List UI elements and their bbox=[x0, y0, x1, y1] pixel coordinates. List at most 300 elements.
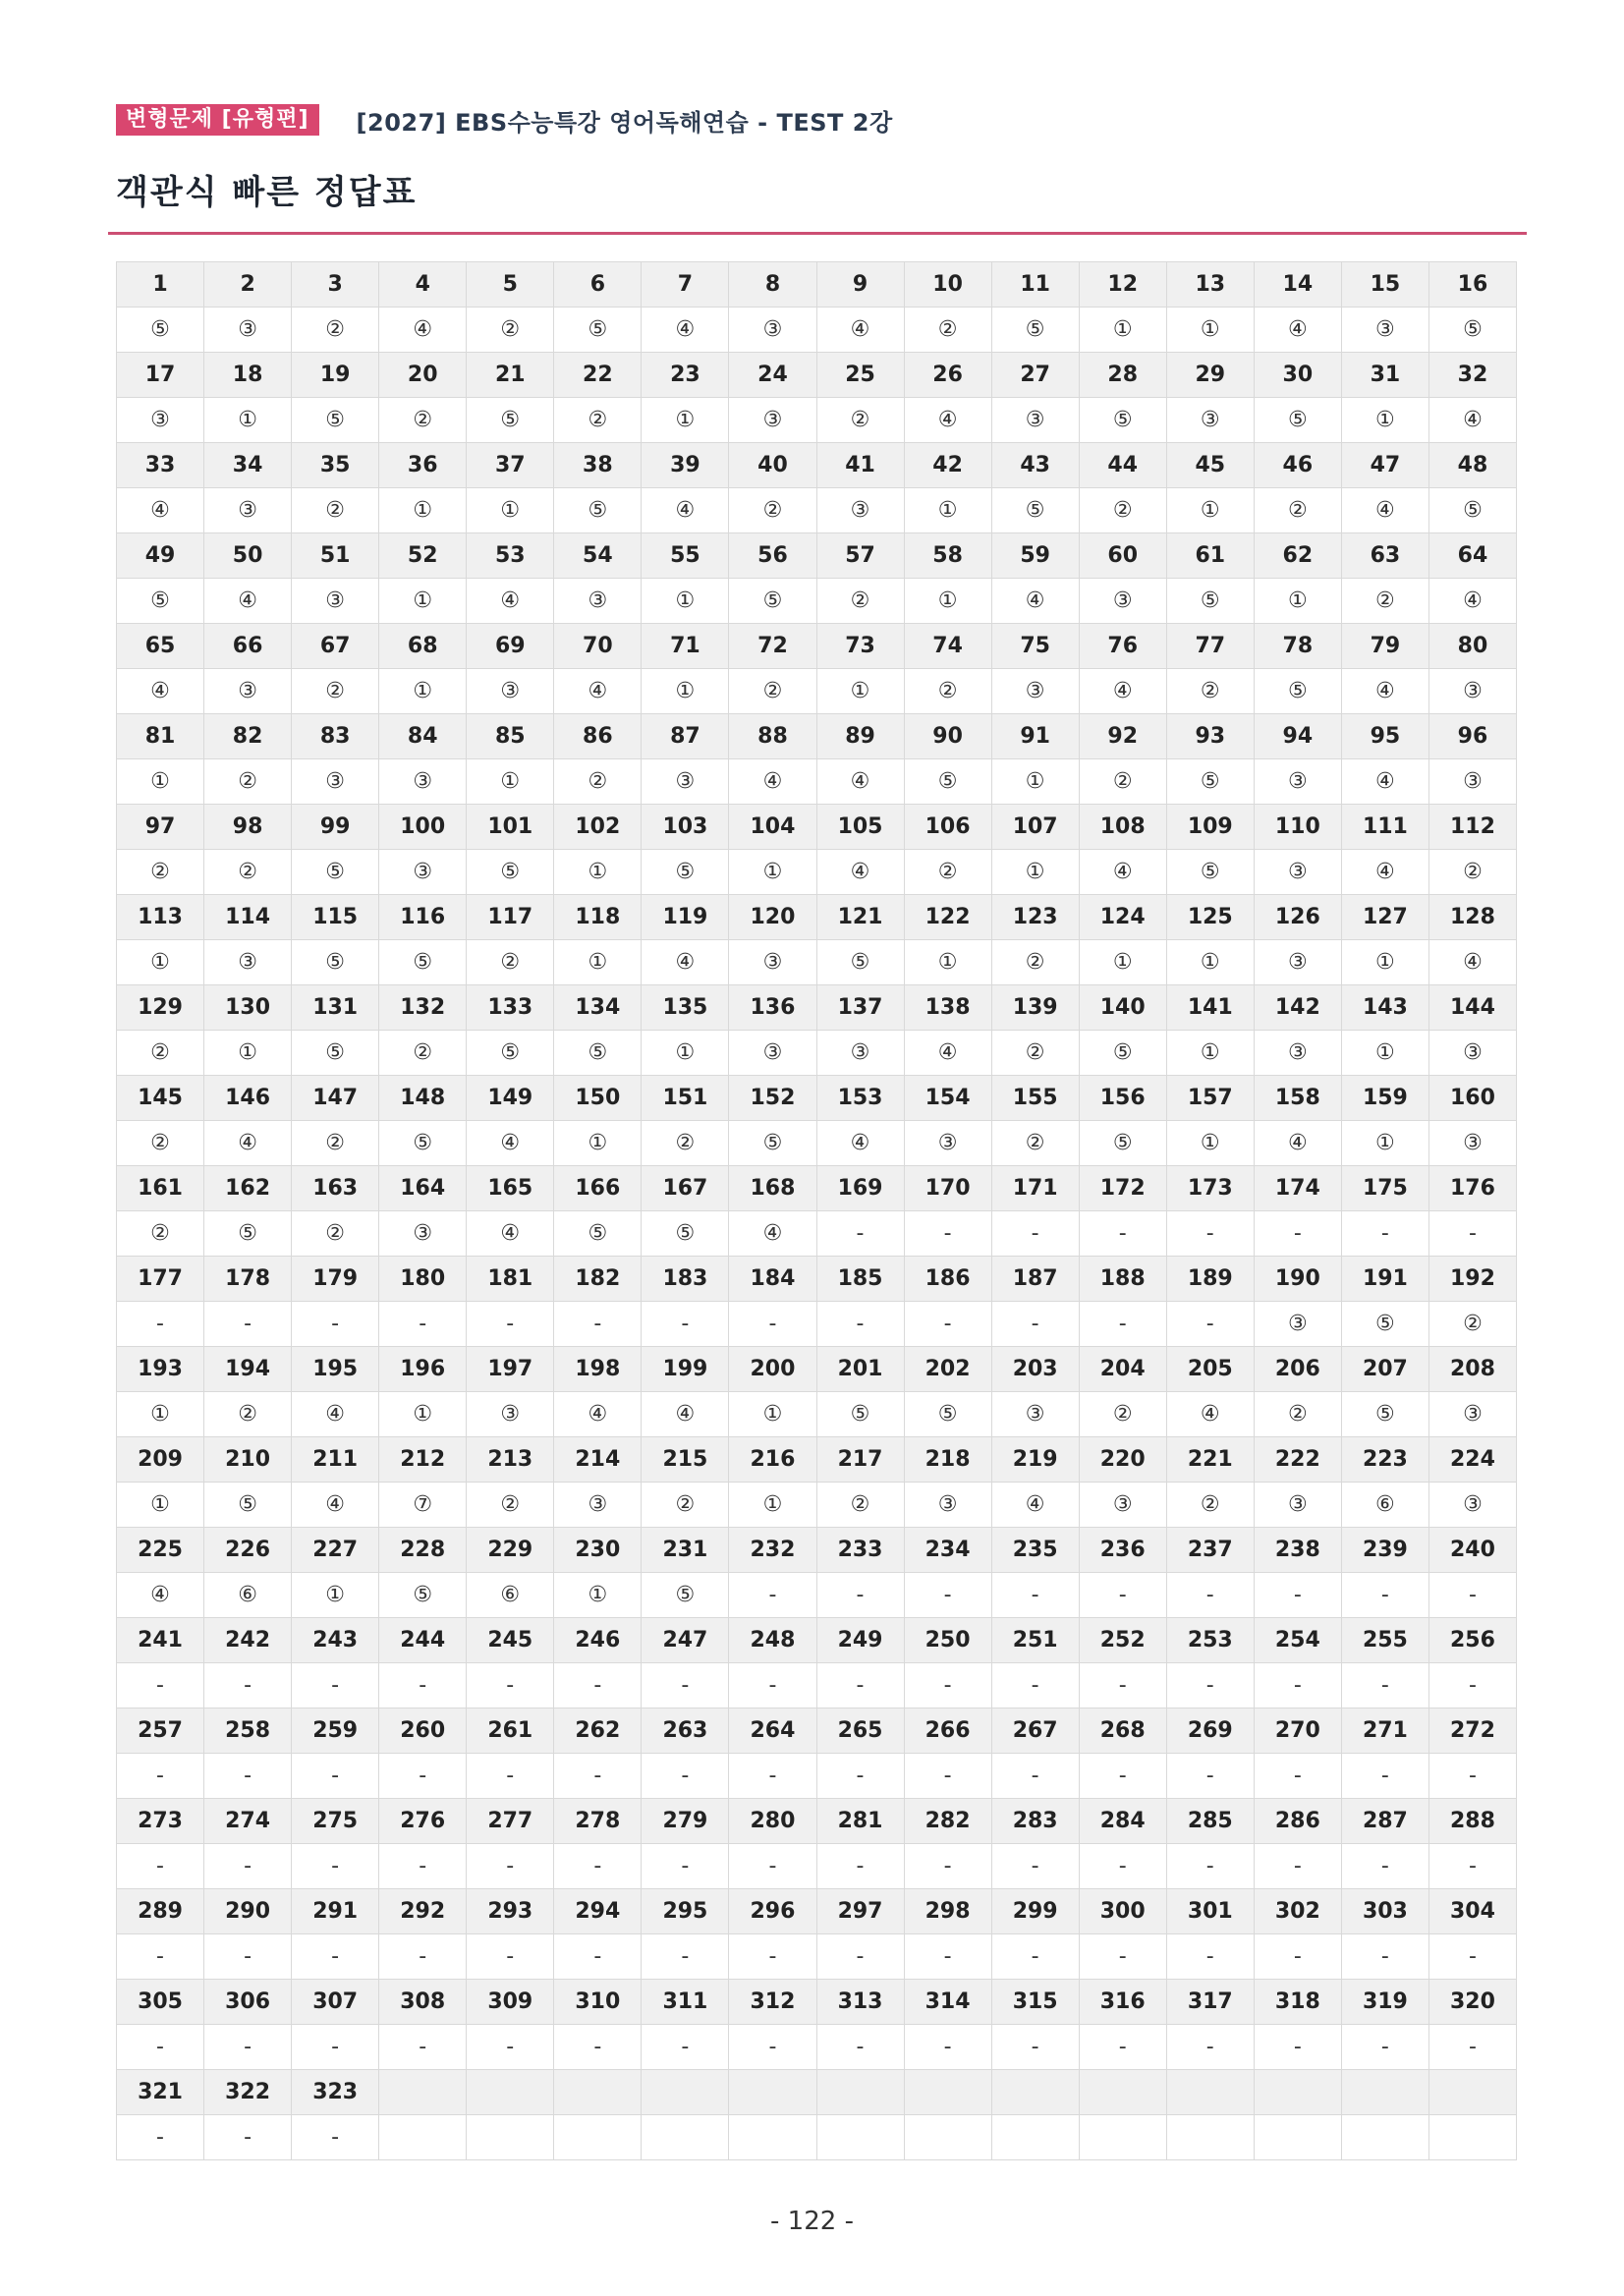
question-number-cell: 323 bbox=[292, 2070, 379, 2115]
question-number-cell: 291 bbox=[292, 1889, 379, 1934]
answer-cell: - bbox=[554, 1302, 642, 1347]
question-number-row bbox=[117, 1980, 1517, 2025]
answer-cell: - bbox=[554, 2025, 642, 2070]
answer-cell: - bbox=[379, 1663, 467, 1708]
answer-cell: ③ bbox=[729, 940, 816, 985]
question-number-cell: 203 bbox=[991, 1347, 1079, 1392]
question-number-cell: 137 bbox=[816, 985, 904, 1031]
answer-cell: - bbox=[1341, 1211, 1428, 1257]
question-number-cell: 173 bbox=[1166, 1166, 1254, 1211]
answer-cell: ③ bbox=[554, 1483, 642, 1528]
answer-cell: ② bbox=[467, 1483, 554, 1528]
question-number-cell: 59 bbox=[991, 533, 1079, 579]
answer-cell: ② bbox=[379, 398, 467, 443]
question-number-row bbox=[117, 1166, 1517, 1211]
answer-cell: ① bbox=[1166, 940, 1254, 985]
question-number-cell: 236 bbox=[1079, 1528, 1166, 1573]
question-number-cell: 1 bbox=[117, 262, 204, 308]
answer-row bbox=[117, 579, 1517, 624]
question-number-cell: 55 bbox=[642, 533, 729, 579]
question-number-cell: 206 bbox=[1254, 1347, 1341, 1392]
question-number-cell: 251 bbox=[991, 1618, 1079, 1663]
answer-cell: ② bbox=[292, 1121, 379, 1166]
answer-cell: ③ bbox=[204, 488, 292, 533]
answer-cell bbox=[1166, 2115, 1254, 2160]
answer-cell: - bbox=[1079, 1573, 1166, 1618]
answer-cell: ④ bbox=[467, 1211, 554, 1257]
answer-cell: ③ bbox=[1428, 1031, 1516, 1076]
answer-cell: - bbox=[1079, 1211, 1166, 1257]
answer-row bbox=[117, 669, 1517, 714]
answer-cell: - bbox=[467, 1754, 554, 1799]
answer-cell: - bbox=[904, 1663, 991, 1708]
answer-cell: - bbox=[117, 1754, 204, 1799]
answer-cell: ① bbox=[117, 1392, 204, 1437]
answer-cell: ① bbox=[904, 940, 991, 985]
answer-cell: - bbox=[1428, 1211, 1516, 1257]
question-number-cell: 255 bbox=[1341, 1618, 1428, 1663]
answer-cell: - bbox=[1079, 1934, 1166, 1980]
question-number-cell: 188 bbox=[1079, 1257, 1166, 1302]
question-number-cell: 284 bbox=[1079, 1799, 1166, 1844]
answer-row bbox=[117, 940, 1517, 985]
answer-cell bbox=[904, 2115, 991, 2160]
answer-cell: ④ bbox=[991, 579, 1079, 624]
answer-cell: - bbox=[1428, 1573, 1516, 1618]
answer-cell: - bbox=[904, 1211, 991, 1257]
question-number-cell: 11 bbox=[991, 262, 1079, 308]
question-number-cell: 253 bbox=[1166, 1618, 1254, 1663]
question-number-cell: 161 bbox=[117, 1166, 204, 1211]
question-number-cell: 157 bbox=[1166, 1076, 1254, 1121]
question-number-cell: 127 bbox=[1341, 895, 1428, 940]
question-number-cell: 53 bbox=[467, 533, 554, 579]
question-number-row bbox=[117, 985, 1517, 1031]
answer-cell: ④ bbox=[642, 488, 729, 533]
question-number-cell: 235 bbox=[991, 1528, 1079, 1573]
question-number-cell: 204 bbox=[1079, 1347, 1166, 1392]
answer-cell: - bbox=[1341, 1663, 1428, 1708]
question-number-cell: 56 bbox=[729, 533, 816, 579]
question-number-cell: 309 bbox=[467, 1980, 554, 2025]
answer-table bbox=[116, 261, 1517, 2160]
question-number-cell: 133 bbox=[467, 985, 554, 1031]
question-number-cell: 286 bbox=[1254, 1799, 1341, 1844]
answer-cell: ⑤ bbox=[1166, 759, 1254, 805]
answer-row bbox=[117, 1754, 1517, 1799]
answer-cell: - bbox=[292, 1302, 379, 1347]
question-number-cell: 279 bbox=[642, 1799, 729, 1844]
answer-cell: - bbox=[642, 1844, 729, 1889]
question-number-cell: 179 bbox=[292, 1257, 379, 1302]
question-number-cell: 45 bbox=[1166, 443, 1254, 488]
question-number-cell: 292 bbox=[379, 1889, 467, 1934]
answer-cell: - bbox=[1166, 1663, 1254, 1708]
question-number-row bbox=[117, 1799, 1517, 1844]
answer-cell: ② bbox=[467, 308, 554, 353]
question-number-cell: 32 bbox=[1428, 353, 1516, 398]
question-number-cell: 88 bbox=[729, 714, 816, 759]
question-number-cell: 5 bbox=[467, 262, 554, 308]
question-number-cell: 61 bbox=[1166, 533, 1254, 579]
question-number-cell: 229 bbox=[467, 1528, 554, 1573]
question-number-row bbox=[117, 1708, 1517, 1754]
answer-cell: ① bbox=[117, 1483, 204, 1528]
answer-cell: - bbox=[1079, 2025, 1166, 2070]
question-number-row bbox=[117, 2070, 1517, 2115]
question-number-cell: 89 bbox=[816, 714, 904, 759]
question-number-cell: 114 bbox=[204, 895, 292, 940]
question-number-cell: 245 bbox=[467, 1618, 554, 1663]
answer-cell: ② bbox=[204, 1392, 292, 1437]
answer-cell: ⑤ bbox=[554, 488, 642, 533]
question-number-cell: 12 bbox=[1079, 262, 1166, 308]
answer-cell: - bbox=[292, 2115, 379, 2160]
answer-cell: ② bbox=[1428, 850, 1516, 895]
answer-cell: ② bbox=[1254, 488, 1341, 533]
question-number-cell: 272 bbox=[1428, 1708, 1516, 1754]
question-number-cell: 143 bbox=[1341, 985, 1428, 1031]
answer-row bbox=[117, 1663, 1517, 1708]
question-number-cell: 316 bbox=[1079, 1980, 1166, 2025]
question-number-cell: 75 bbox=[991, 624, 1079, 669]
answer-cell: ⑤ bbox=[467, 1031, 554, 1076]
answer-cell: ④ bbox=[1341, 850, 1428, 895]
question-number-cell: 164 bbox=[379, 1166, 467, 1211]
question-number-cell: 167 bbox=[642, 1166, 729, 1211]
answer-cell: ① bbox=[642, 1031, 729, 1076]
question-number-cell bbox=[904, 2070, 991, 2115]
answer-cell: - bbox=[991, 1573, 1079, 1618]
answer-cell: ③ bbox=[1254, 759, 1341, 805]
question-number-row bbox=[117, 1437, 1517, 1483]
question-number-cell: 20 bbox=[379, 353, 467, 398]
question-number-cell: 37 bbox=[467, 443, 554, 488]
category-badge: 변형문제 [유형편] bbox=[116, 104, 319, 136]
answer-cell: ② bbox=[1079, 1392, 1166, 1437]
answer-cell: ③ bbox=[204, 669, 292, 714]
question-number-cell: 100 bbox=[379, 805, 467, 850]
question-number-cell: 158 bbox=[1254, 1076, 1341, 1121]
question-number-cell: 151 bbox=[642, 1076, 729, 1121]
question-number-row bbox=[117, 1076, 1517, 1121]
question-number-cell: 304 bbox=[1428, 1889, 1516, 1934]
question-number-cell: 42 bbox=[904, 443, 991, 488]
question-number-cell: 290 bbox=[204, 1889, 292, 1934]
question-number-cell: 46 bbox=[1254, 443, 1341, 488]
question-number-cell: 166 bbox=[554, 1166, 642, 1211]
question-number-cell: 122 bbox=[904, 895, 991, 940]
question-number-cell: 254 bbox=[1254, 1618, 1341, 1663]
answer-cell: - bbox=[292, 1934, 379, 1980]
question-number-cell: 116 bbox=[379, 895, 467, 940]
question-number-cell: 85 bbox=[467, 714, 554, 759]
answer-cell: - bbox=[642, 2025, 729, 2070]
question-number-cell: 82 bbox=[204, 714, 292, 759]
answer-cell: ④ bbox=[467, 579, 554, 624]
answer-cell: - bbox=[904, 1754, 991, 1799]
answer-cell: - bbox=[991, 1302, 1079, 1347]
question-number-cell: 266 bbox=[904, 1708, 991, 1754]
answer-cell: - bbox=[1254, 2025, 1341, 2070]
question-number-cell: 315 bbox=[991, 1980, 1079, 2025]
question-number-cell: 249 bbox=[816, 1618, 904, 1663]
answer-cell: - bbox=[991, 1934, 1079, 1980]
question-number-cell: 208 bbox=[1428, 1347, 1516, 1392]
question-number-cell: 138 bbox=[904, 985, 991, 1031]
question-number-cell: 135 bbox=[642, 985, 729, 1031]
question-number-cell: 209 bbox=[117, 1437, 204, 1483]
answer-cell: ④ bbox=[904, 1031, 991, 1076]
question-number-cell: 84 bbox=[379, 714, 467, 759]
answer-cell: - bbox=[1428, 1754, 1516, 1799]
answer-cell: ③ bbox=[904, 1483, 991, 1528]
answer-cell bbox=[991, 2115, 1079, 2160]
answer-cell: ② bbox=[816, 1483, 904, 1528]
question-number-cell: 47 bbox=[1341, 443, 1428, 488]
answer-cell: - bbox=[117, 1934, 204, 1980]
answer-cell: ④ bbox=[1341, 759, 1428, 805]
question-number-row bbox=[117, 1257, 1517, 1302]
answer-cell: - bbox=[117, 1663, 204, 1708]
question-number-cell: 322 bbox=[204, 2070, 292, 2115]
question-number-cell: 70 bbox=[554, 624, 642, 669]
question-number-cell: 222 bbox=[1254, 1437, 1341, 1483]
answer-cell: ② bbox=[379, 1031, 467, 1076]
question-number-cell: 136 bbox=[729, 985, 816, 1031]
question-number-cell bbox=[1428, 2070, 1516, 2115]
question-number-cell: 180 bbox=[379, 1257, 467, 1302]
answer-cell: ② bbox=[467, 940, 554, 985]
question-number-cell: 319 bbox=[1341, 1980, 1428, 2025]
answer-cell: - bbox=[904, 2025, 991, 2070]
answer-cell: - bbox=[117, 2025, 204, 2070]
question-number-cell: 280 bbox=[729, 1799, 816, 1844]
question-number-cell: 312 bbox=[729, 1980, 816, 2025]
answer-cell: ④ bbox=[117, 1573, 204, 1618]
question-number-row bbox=[117, 353, 1517, 398]
answer-cell: ③ bbox=[379, 1211, 467, 1257]
question-number-cell: 38 bbox=[554, 443, 642, 488]
answer-cell: ② bbox=[642, 1121, 729, 1166]
answer-cell: ⑤ bbox=[1079, 1031, 1166, 1076]
question-number-cell bbox=[1079, 2070, 1166, 2115]
answer-cell: ① bbox=[204, 1031, 292, 1076]
answer-cell bbox=[642, 2115, 729, 2160]
question-number-cell: 276 bbox=[379, 1799, 467, 1844]
question-number-cell: 17 bbox=[117, 353, 204, 398]
answer-cell: ③ bbox=[554, 579, 642, 624]
question-number-cell: 129 bbox=[117, 985, 204, 1031]
answer-cell: - bbox=[379, 2025, 467, 2070]
question-number-cell: 239 bbox=[1341, 1528, 1428, 1573]
answer-cell: - bbox=[1428, 1663, 1516, 1708]
answer-cell: ④ bbox=[642, 1392, 729, 1437]
question-number-cell: 79 bbox=[1341, 624, 1428, 669]
question-number-cell: 118 bbox=[554, 895, 642, 940]
question-number-cell: 113 bbox=[117, 895, 204, 940]
answer-cell: ⑤ bbox=[117, 308, 204, 353]
question-number-cell: 223 bbox=[1341, 1437, 1428, 1483]
question-number-cell: 313 bbox=[816, 1980, 904, 2025]
answer-cell bbox=[1341, 2115, 1428, 2160]
answer-cell: ① bbox=[467, 488, 554, 533]
question-number-cell: 57 bbox=[816, 533, 904, 579]
question-number-cell: 105 bbox=[816, 805, 904, 850]
answer-cell: ④ bbox=[904, 398, 991, 443]
answer-cell: ④ bbox=[117, 488, 204, 533]
question-number-cell: 268 bbox=[1079, 1708, 1166, 1754]
question-number-cell: 192 bbox=[1428, 1257, 1516, 1302]
question-number-cell: 126 bbox=[1254, 895, 1341, 940]
question-number-cell: 270 bbox=[1254, 1708, 1341, 1754]
answer-cell: - bbox=[467, 1663, 554, 1708]
question-number-cell: 214 bbox=[554, 1437, 642, 1483]
answer-cell: ③ bbox=[991, 1392, 1079, 1437]
question-number-cell: 281 bbox=[816, 1799, 904, 1844]
answer-cell: ④ bbox=[1254, 308, 1341, 353]
answer-cell: ② bbox=[904, 308, 991, 353]
answer-cell: - bbox=[642, 1663, 729, 1708]
question-number-cell: 191 bbox=[1341, 1257, 1428, 1302]
question-number-cell: 257 bbox=[117, 1708, 204, 1754]
question-number-cell: 102 bbox=[554, 805, 642, 850]
answer-row bbox=[117, 1211, 1517, 1257]
answer-cell: ③ bbox=[379, 850, 467, 895]
answer-cell: - bbox=[729, 1844, 816, 1889]
answer-cell: - bbox=[816, 1211, 904, 1257]
question-number-cell: 260 bbox=[379, 1708, 467, 1754]
question-number-cell: 64 bbox=[1428, 533, 1516, 579]
question-number-cell: 66 bbox=[204, 624, 292, 669]
question-number-cell: 213 bbox=[467, 1437, 554, 1483]
question-number-cell: 146 bbox=[204, 1076, 292, 1121]
answer-cell: ③ bbox=[991, 669, 1079, 714]
answer-row bbox=[117, 759, 1517, 805]
question-number-cell: 184 bbox=[729, 1257, 816, 1302]
question-number-cell: 232 bbox=[729, 1528, 816, 1573]
question-number-cell: 295 bbox=[642, 1889, 729, 1934]
question-number-cell: 248 bbox=[729, 1618, 816, 1663]
answer-cell: ③ bbox=[204, 940, 292, 985]
answer-cell: - bbox=[467, 1934, 554, 1980]
question-number-cell: 52 bbox=[379, 533, 467, 579]
question-number-cell: 227 bbox=[292, 1528, 379, 1573]
answer-cell: - bbox=[467, 1844, 554, 1889]
question-number-cell bbox=[816, 2070, 904, 2115]
question-number-cell: 48 bbox=[1428, 443, 1516, 488]
answer-cell: ⑤ bbox=[1166, 850, 1254, 895]
question-number-cell: 62 bbox=[1254, 533, 1341, 579]
question-number-cell: 199 bbox=[642, 1347, 729, 1392]
question-number-cell: 201 bbox=[816, 1347, 904, 1392]
question-number-cell: 120 bbox=[729, 895, 816, 940]
answer-cell: ① bbox=[729, 1483, 816, 1528]
answer-cell: ⑤ bbox=[1254, 669, 1341, 714]
answer-cell: - bbox=[991, 1844, 1079, 1889]
question-number-cell: 31 bbox=[1341, 353, 1428, 398]
answer-cell: - bbox=[816, 2025, 904, 2070]
answer-cell: ② bbox=[204, 759, 292, 805]
answer-cell: ⑤ bbox=[642, 850, 729, 895]
question-number-cell: 21 bbox=[467, 353, 554, 398]
answer-cell: - bbox=[1341, 1844, 1428, 1889]
question-number-cell: 261 bbox=[467, 1708, 554, 1754]
page-header bbox=[116, 103, 893, 137]
answer-cell: - bbox=[292, 1754, 379, 1799]
answer-cell: ① bbox=[1341, 398, 1428, 443]
question-number-cell: 115 bbox=[292, 895, 379, 940]
answer-row bbox=[117, 398, 1517, 443]
answer-cell: ① bbox=[1341, 940, 1428, 985]
question-number-cell: 125 bbox=[1166, 895, 1254, 940]
answer-cell: - bbox=[117, 2115, 204, 2160]
question-number-cell: 195 bbox=[292, 1347, 379, 1392]
answer-cell: - bbox=[1254, 1211, 1341, 1257]
question-number-cell: 224 bbox=[1428, 1437, 1516, 1483]
question-number-cell: 152 bbox=[729, 1076, 816, 1121]
question-number-cell: 149 bbox=[467, 1076, 554, 1121]
answer-cell bbox=[816, 2115, 904, 2160]
answer-cell: ① bbox=[379, 669, 467, 714]
answer-cell: - bbox=[729, 1573, 816, 1618]
question-number-cell: 298 bbox=[904, 1889, 991, 1934]
question-number-cell: 73 bbox=[816, 624, 904, 669]
answer-cell: - bbox=[117, 1302, 204, 1347]
answer-row bbox=[117, 1573, 1517, 1618]
answer-cell bbox=[467, 2115, 554, 2160]
question-number-cell: 94 bbox=[1254, 714, 1341, 759]
answer-cell: ① bbox=[379, 579, 467, 624]
answer-cell: ① bbox=[642, 669, 729, 714]
answer-cell: ③ bbox=[292, 759, 379, 805]
question-number-cell: 271 bbox=[1341, 1708, 1428, 1754]
answer-cell: - bbox=[729, 1302, 816, 1347]
answer-cell: ③ bbox=[1079, 579, 1166, 624]
answer-row bbox=[117, 1302, 1517, 1347]
question-number-cell: 109 bbox=[1166, 805, 1254, 850]
question-number-cell bbox=[729, 2070, 816, 2115]
answer-cell: ③ bbox=[1254, 1483, 1341, 1528]
question-number-cell: 3 bbox=[292, 262, 379, 308]
question-number-cell: 25 bbox=[816, 353, 904, 398]
answer-cell: - bbox=[204, 2025, 292, 2070]
answer-cell: ② bbox=[117, 1031, 204, 1076]
question-number-cell: 241 bbox=[117, 1618, 204, 1663]
answer-cell: ① bbox=[729, 850, 816, 895]
question-number-cell: 310 bbox=[554, 1980, 642, 2025]
answer-cell: ⑤ bbox=[991, 308, 1079, 353]
answer-cell: - bbox=[816, 1302, 904, 1347]
question-number-row bbox=[117, 262, 1517, 308]
question-number-cell: 162 bbox=[204, 1166, 292, 1211]
answer-row bbox=[117, 1934, 1517, 1980]
answer-cell: - bbox=[554, 1754, 642, 1799]
question-number-cell bbox=[1341, 2070, 1428, 2115]
question-number-cell: 210 bbox=[204, 1437, 292, 1483]
question-number-cell: 140 bbox=[1079, 985, 1166, 1031]
question-number-cell: 231 bbox=[642, 1528, 729, 1573]
title-divider bbox=[108, 232, 1527, 235]
answer-cell: ③ bbox=[904, 1121, 991, 1166]
answer-cell: ④ bbox=[729, 759, 816, 805]
answer-cell: - bbox=[904, 1573, 991, 1618]
question-number-cell: 111 bbox=[1341, 805, 1428, 850]
question-number-cell: 14 bbox=[1254, 262, 1341, 308]
answer-row bbox=[117, 1121, 1517, 1166]
question-number-cell: 153 bbox=[816, 1076, 904, 1121]
answer-cell: - bbox=[379, 1302, 467, 1347]
